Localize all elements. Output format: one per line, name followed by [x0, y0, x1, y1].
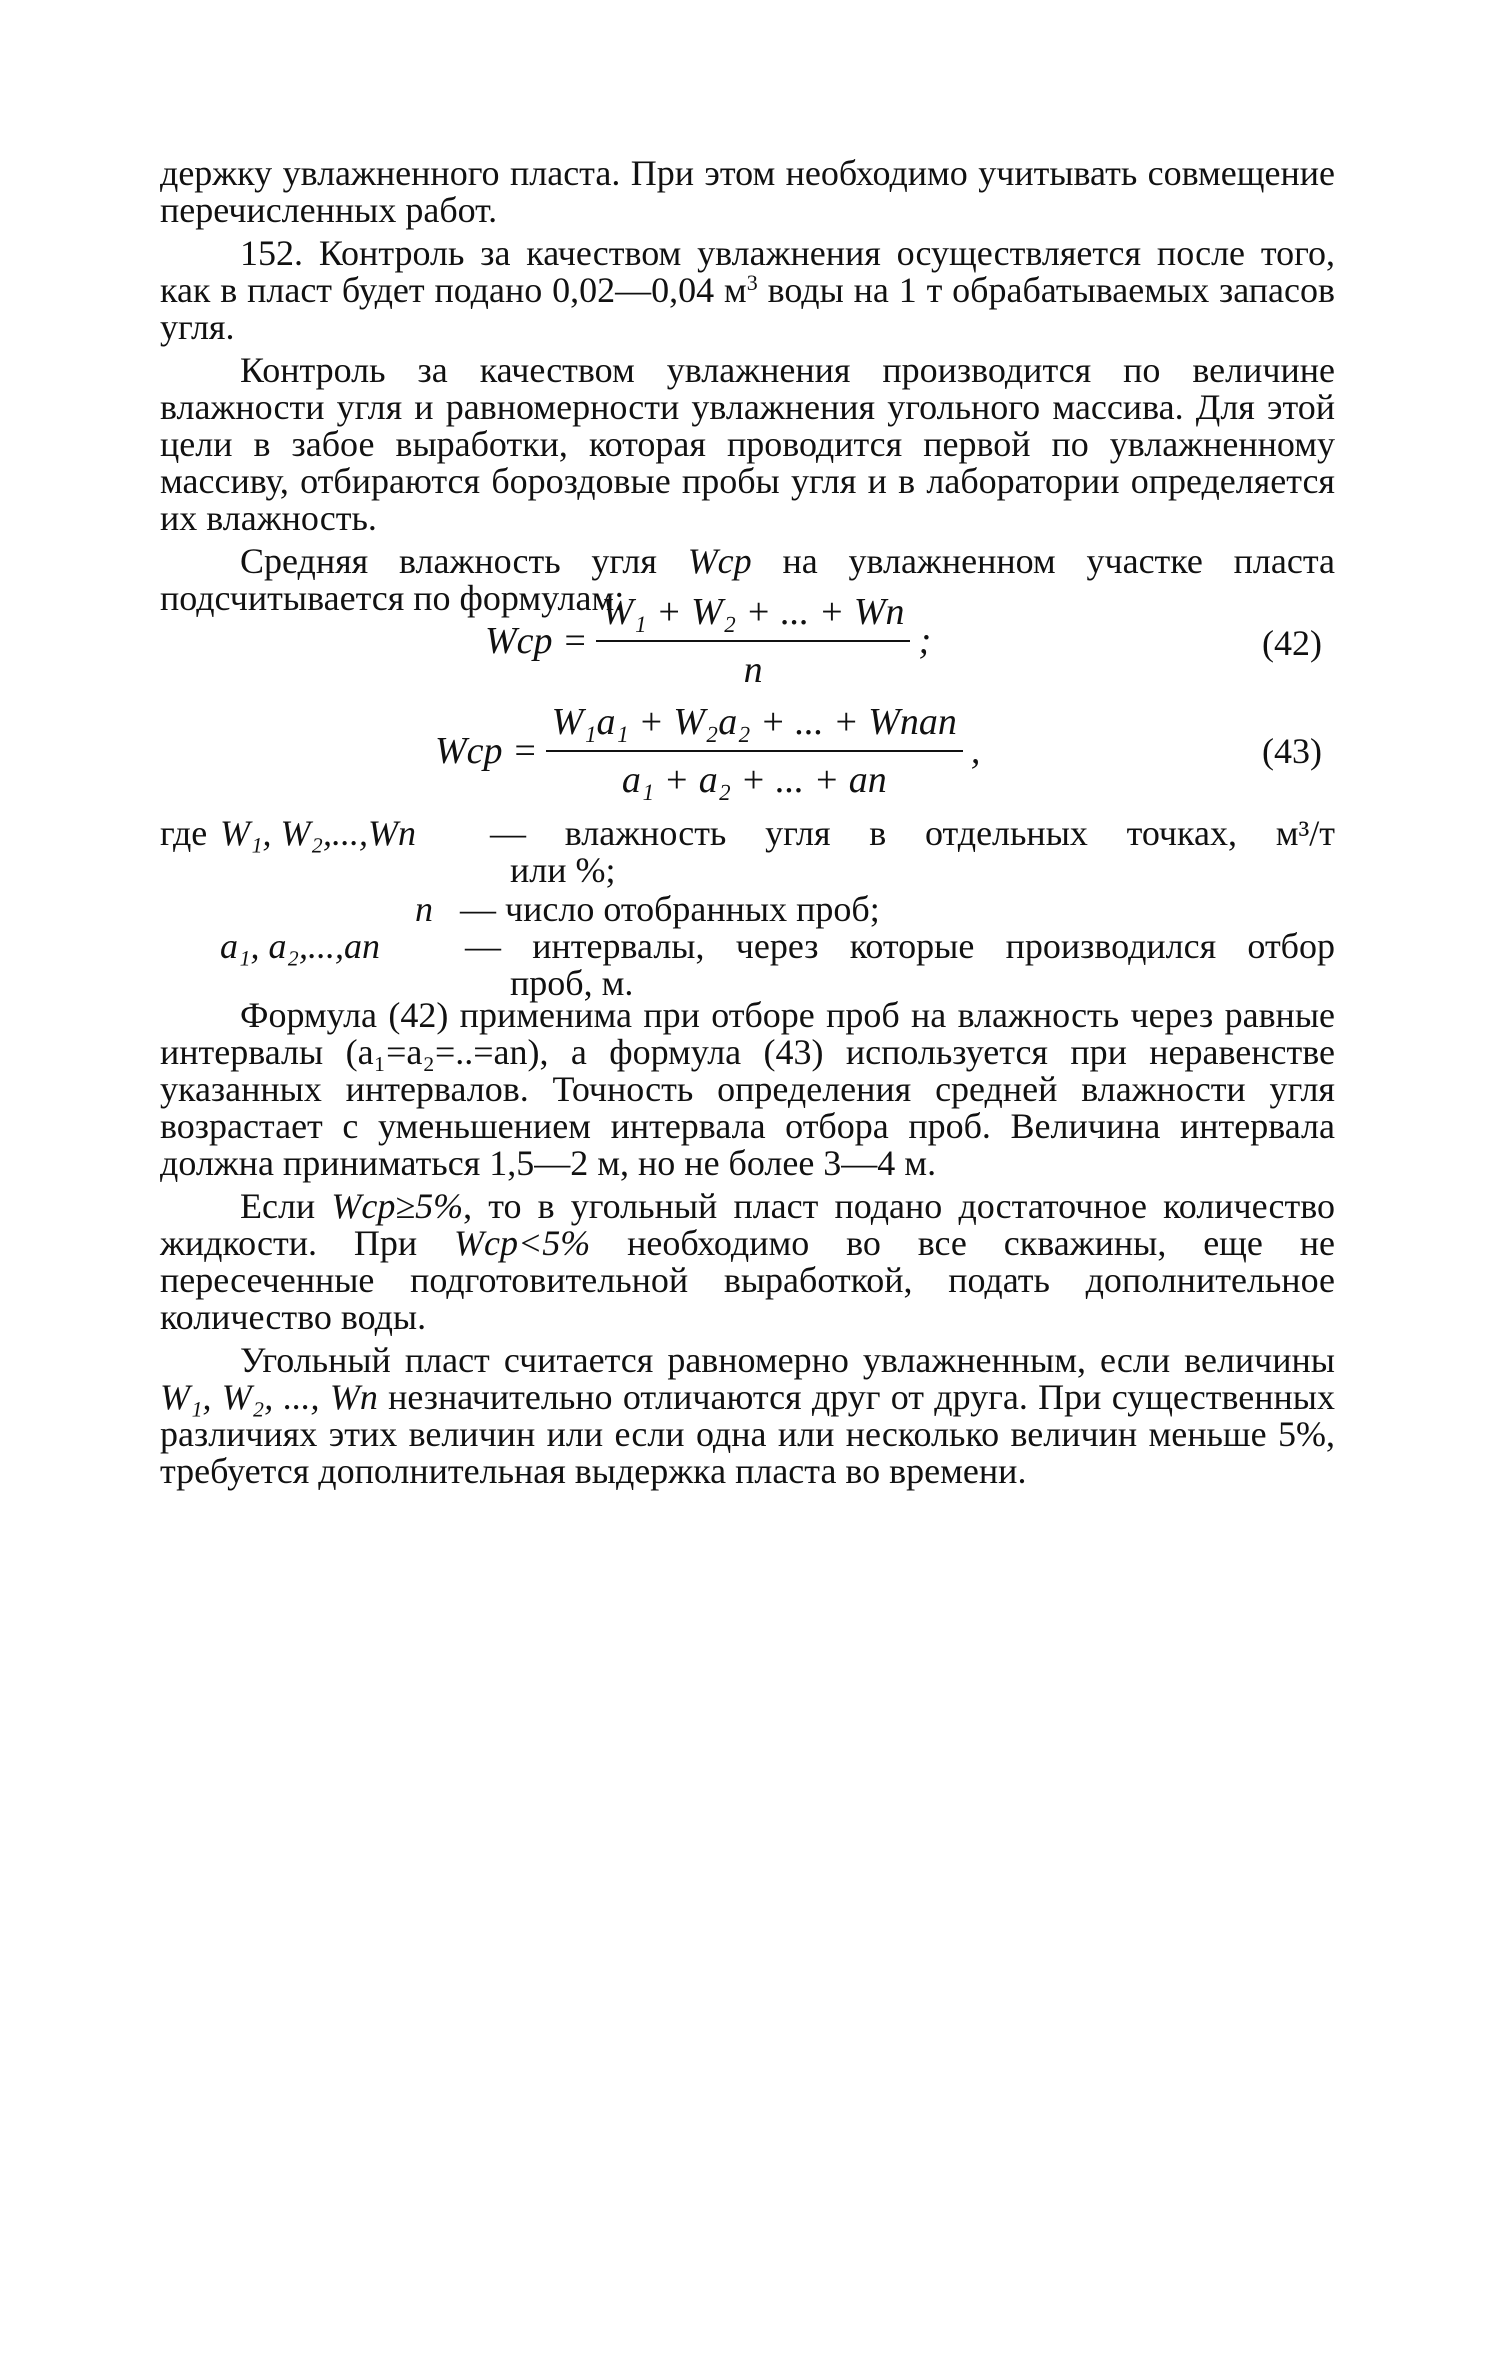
paragraph-152: 152. Контроль за качеством увлажнения осуществляется после того, как в пласт будет подано 0,02—0,04 $м^3$ воды на 1 т обрабатываемых запасов угля.	[160, 233, 1335, 347]
paragraph-average: Средняя влажность угля Wcp на увлажненном участке пласта подсчитывается по формулам:	[160, 541, 1335, 618]
formula-42-fraction	[596, 590, 911, 692]
condition-lt-5: Wcp<5%	[453, 1223, 591, 1263]
formula-43	[435, 700, 980, 802]
formula-43-numerator: W₁a₁ + W₂a₂ + ... + Wnan	[546, 700, 963, 752]
equation-number-42: (42)	[1262, 623, 1322, 663]
formula-42-trail: ;	[918, 620, 932, 662]
text-top	[160, 155, 1335, 623]
paragraph-uniform: Угольный пласт считается равномерно увлажненным, если величины W₁, W₂, ..., Wn незначительно отличаются друг от друга. При существенных различиях этих величин или если одна или несколько величин меньше 5%, требуется дополнительная выдержка пласта во времени.	[160, 1340, 1335, 1491]
legend-symbol-a: a₁, a₂,...,an	[220, 926, 381, 966]
formula-42	[485, 590, 931, 692]
symbol-w-list: W₁, W₂, ..., Wn	[160, 1377, 378, 1417]
equation-number-43: (43)	[1262, 731, 1322, 771]
legend-symbol-w: W₁, W₂,...,Wn	[220, 813, 416, 853]
paragraph-intro: держку увлажненного пласта. При этом необходимо учитывать совмещение перечисленных работ.	[160, 153, 1335, 230]
legend-desc-n: — число отобранных проб;	[460, 889, 880, 929]
formula-43-lhs: Wcp =	[435, 730, 538, 772]
formula-42-numerator: W₁ + W₂ + ... + Wn	[596, 590, 911, 642]
formula-42-denominator: n	[743, 649, 763, 691]
symbol-wcp: Wcp	[687, 541, 752, 581]
formula-43-trail: ,	[970, 730, 981, 772]
paragraph-control: Контроль за качеством увлажнения производится по величине влажности угля и равномерности увлажнения угольного массива. Для этой цели в забое выработки, которая проводится первой по увлажненному массиву, отбираются бороздовые пробы угля и в лаборатории определяется их влажность.	[160, 350, 1335, 538]
condition-ge-5: Wcp≥5%	[331, 1186, 464, 1226]
legend-where: где	[160, 813, 208, 853]
formula-legend	[160, 813, 1335, 1003]
legend-desc-w-unit: или %;	[510, 850, 616, 890]
formula-43-denominator: a₁ + a₂ + ... + an	[621, 759, 887, 801]
legend-desc-a: — интервалы, через которые производился отбор	[465, 926, 1335, 966]
formula-42-lhs: Wcp =	[485, 620, 588, 662]
legend-symbol-n: n	[415, 889, 433, 929]
legend-desc-a-unit: проб, м.	[510, 963, 634, 1003]
paragraph-condition: Если Wcp≥5%, то в угольный пласт подано достаточное количество жидкости. При Wcp<5% необходимо во все скважины, еще не пересеченные подготовительной выработкой, подать дополнительное количество воды.	[160, 1186, 1335, 1337]
legend-desc-w: — влажность угля в отдельных точках, м³/т	[490, 813, 1335, 853]
formula-43-fraction	[546, 700, 963, 802]
text-bottom	[160, 997, 1335, 1496]
paragraph-formula-usage: Формула (42) применима при отборе проб на влажность через равные интервалы (a₁=a₂=..=an), а формула (43) используется при неравенстве указанных интервалов. Точность определения средней влажности угля возрастает с уменьшением интервала отбора проб. Величина интервала должна приниматься 1,5—2 м, но не более 3—4 м.	[160, 995, 1335, 1183]
